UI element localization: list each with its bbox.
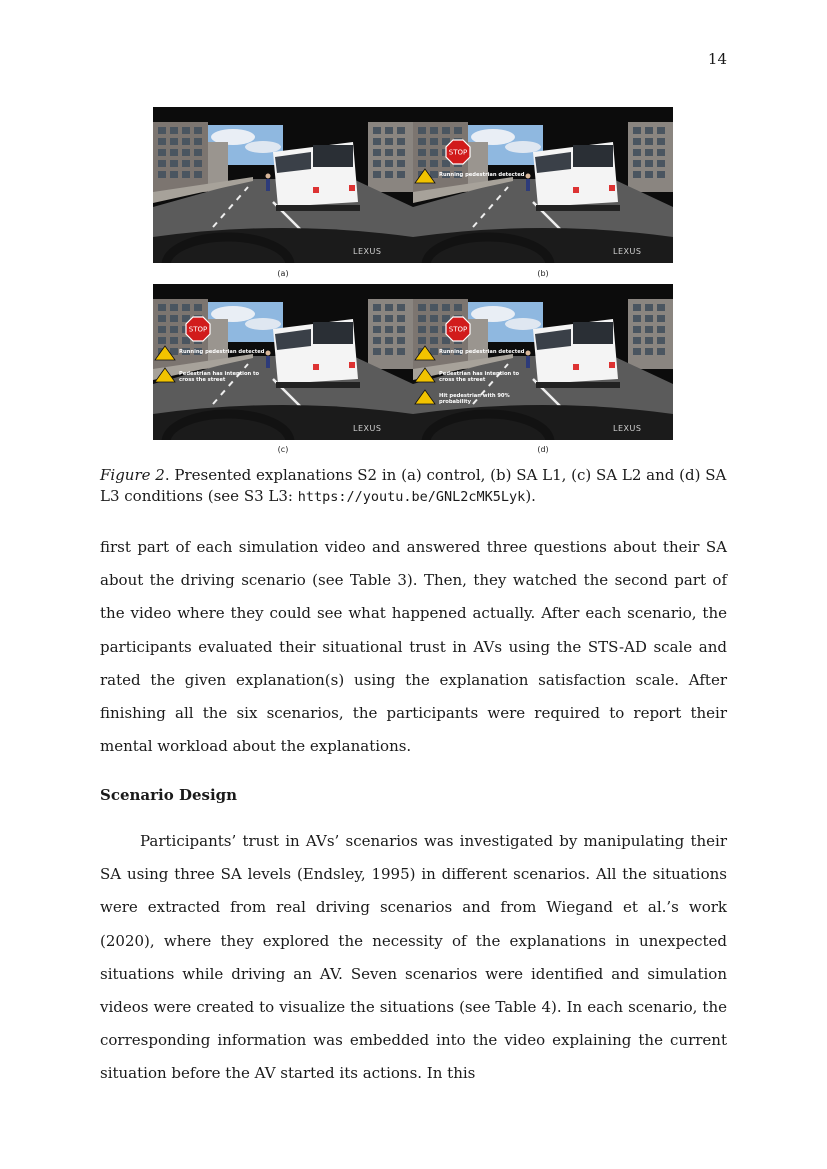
window — [430, 348, 438, 355]
bus-rear-window — [573, 145, 613, 167]
window — [373, 304, 381, 311]
window — [645, 326, 653, 333]
window — [373, 348, 381, 355]
panel-label-d: (d) — [537, 445, 549, 454]
dashboard-brand: LEXUS — [353, 247, 382, 256]
window — [633, 337, 641, 344]
window — [397, 138, 405, 145]
cloud — [245, 318, 281, 330]
window — [430, 304, 438, 311]
panel-label-c: (c) — [277, 445, 289, 454]
window — [373, 171, 381, 178]
window — [182, 127, 190, 134]
window — [194, 138, 202, 145]
explanation-text: cross the street — [439, 377, 486, 383]
window — [657, 337, 665, 344]
window — [385, 304, 393, 311]
window — [194, 149, 202, 156]
window — [397, 127, 405, 134]
stop-sign — [446, 317, 470, 341]
window — [158, 304, 166, 311]
window — [194, 171, 202, 178]
window — [373, 337, 381, 344]
window — [442, 304, 450, 311]
window — [158, 127, 166, 134]
window — [373, 315, 381, 322]
explanation-text: Running pedestrian detected — [439, 349, 525, 355]
window — [657, 149, 665, 156]
explanation-text: cross the street — [179, 377, 226, 383]
cloud — [245, 141, 281, 153]
window — [158, 171, 166, 178]
dashboard-brand: LEXUS — [613, 424, 642, 433]
window — [442, 160, 450, 167]
window — [633, 304, 641, 311]
window — [397, 149, 405, 156]
bus-light — [313, 364, 319, 370]
body-paragraph-1: first part of each simulation video and answered three questions about their SA about the driving scenario (see Table 3). Then, they watched the second part of the video where they could see what happened actually. After each scenario, the participants evaluated their situational trust in AVs using the STS-AD scale and rated the given explanation(s) using the explanation satisfaction scale. After finishing all the six scenarios, the participants were required to report their mental workload about the explanations. — [100, 538, 727, 756]
window — [645, 171, 653, 178]
window — [418, 337, 426, 344]
bus-light — [349, 362, 355, 368]
window — [182, 149, 190, 156]
window — [397, 171, 405, 178]
window — [657, 348, 665, 355]
window — [430, 138, 438, 145]
bus-light — [573, 364, 579, 370]
caption-url[interactable]: https://youtu.be/GNL2cMK5Lyk — [297, 489, 526, 505]
cloud — [505, 141, 541, 153]
window — [442, 127, 450, 134]
stop-sign — [186, 317, 210, 341]
driving-scene-c — [153, 284, 413, 440]
window — [633, 171, 641, 178]
window — [633, 138, 641, 145]
bus-bumper — [276, 382, 360, 388]
window — [418, 138, 426, 145]
window — [397, 326, 405, 333]
window — [373, 127, 381, 134]
stop-sign — [446, 140, 470, 164]
window — [397, 315, 405, 322]
explanation-text: Running pedestrian detected — [439, 172, 525, 178]
window — [454, 304, 462, 311]
window — [385, 138, 393, 145]
window — [397, 304, 405, 311]
window — [170, 326, 178, 333]
window — [182, 171, 190, 178]
figure-panel-d — [413, 284, 673, 440]
window — [170, 149, 178, 156]
pedestrian — [526, 356, 530, 368]
window — [158, 337, 166, 344]
window — [645, 138, 653, 145]
window — [158, 315, 166, 322]
bus-light — [349, 185, 355, 191]
figure-panel-b — [413, 107, 673, 263]
driving-scene-a — [153, 107, 413, 263]
dashboard-brand: LEXUS — [353, 424, 382, 433]
driving-scene-b — [413, 107, 673, 263]
bus-light — [573, 187, 579, 193]
window — [418, 304, 426, 311]
pedestrian-head — [266, 351, 271, 356]
stop-sign-text: STOP — [188, 325, 208, 334]
window — [645, 315, 653, 322]
window — [633, 315, 641, 322]
explanation-text: Pedestrian has intention to — [179, 371, 260, 377]
window — [645, 127, 653, 134]
window — [442, 337, 450, 344]
window — [645, 149, 653, 156]
window — [418, 315, 426, 322]
pedestrian-head — [266, 174, 271, 179]
caption-text: . Presented explanations S2 in (a) control, (b) SA L1, (c) SA L2 and (d) SA L3 conditions (see S3 L3: — [100, 466, 727, 505]
window — [633, 348, 641, 355]
window — [373, 138, 381, 145]
window — [418, 160, 426, 167]
window — [373, 149, 381, 156]
figure-caption — [100, 465, 730, 508]
window — [194, 160, 202, 167]
window — [170, 304, 178, 311]
window — [158, 149, 166, 156]
window — [385, 149, 393, 156]
window — [657, 326, 665, 333]
window — [373, 326, 381, 333]
window — [158, 326, 166, 333]
caption-label: Figure 2 — [100, 466, 165, 484]
window — [385, 348, 393, 355]
bus-rear-window — [573, 322, 613, 344]
window — [170, 138, 178, 145]
page-number: 14 — [707, 50, 727, 68]
window — [158, 160, 166, 167]
window — [633, 149, 641, 156]
explanation-text: Hit pedestrian with 90% — [439, 393, 510, 399]
stop-sign-text: STOP — [448, 325, 468, 334]
window — [657, 138, 665, 145]
window — [633, 160, 641, 167]
window — [182, 304, 190, 311]
window — [430, 127, 438, 134]
window — [385, 315, 393, 322]
explanation-text: Running pedestrian detected — [179, 349, 265, 355]
bus-rear-window — [313, 145, 353, 167]
window — [170, 127, 178, 134]
figure-panel-a — [153, 107, 413, 263]
window — [373, 160, 381, 167]
window — [397, 337, 405, 344]
window — [657, 127, 665, 134]
driving-scene-d — [413, 284, 673, 440]
window — [657, 304, 665, 311]
window — [397, 348, 405, 355]
pedestrian — [526, 179, 530, 191]
panel-label-a: (a) — [277, 269, 289, 278]
window — [385, 171, 393, 178]
window — [158, 138, 166, 145]
caption-end: ). — [525, 487, 536, 505]
pedestrian-head — [526, 174, 531, 179]
explanation-text: probability — [439, 399, 471, 405]
bus-light — [313, 187, 319, 193]
window — [430, 326, 438, 333]
window — [418, 127, 426, 134]
window — [430, 315, 438, 322]
window — [430, 337, 438, 344]
bus-light — [609, 362, 615, 368]
window — [385, 127, 393, 134]
window — [645, 304, 653, 311]
pedestrian — [266, 356, 270, 368]
bus-bumper — [536, 205, 620, 211]
window — [418, 326, 426, 333]
window — [182, 337, 190, 344]
window — [170, 315, 178, 322]
window — [194, 127, 202, 134]
window — [397, 160, 405, 167]
bus-rear-window — [313, 322, 353, 344]
window — [454, 127, 462, 134]
bus-light — [609, 185, 615, 191]
window — [385, 326, 393, 333]
bus-bumper — [276, 205, 360, 211]
figure-panel-c — [153, 284, 413, 440]
body-paragraph-2: Participants’ trust in AVs’ scenarios was investigated by manipulating their SA using three SA levels (Endsley, 1995) in different scenarios. All the situations were extracted from real driving scenarios and from Wiegand et al.’s work (2020), where they explored the necessity of the explanations in unexpected situations while driving an AV. Seven scenarios were identified and simulation videos were created to visualize the situations (see Table 4). In each scenario, the corresponding information was embedded into the video explaining the current situation before the AV started its actions. In this — [100, 832, 727, 1083]
pedestrian-head — [526, 351, 531, 356]
window — [182, 160, 190, 167]
window — [657, 160, 665, 167]
dashboard-brand: LEXUS — [613, 247, 642, 256]
window — [645, 348, 653, 355]
window — [385, 160, 393, 167]
window — [194, 304, 202, 311]
pedestrian — [266, 179, 270, 191]
window — [182, 138, 190, 145]
section-heading: Scenario Design — [100, 786, 238, 804]
bus-bumper — [536, 382, 620, 388]
window — [657, 171, 665, 178]
cloud — [505, 318, 541, 330]
window — [170, 171, 178, 178]
window — [633, 127, 641, 134]
window — [418, 149, 426, 156]
window — [430, 171, 438, 178]
window — [430, 149, 438, 156]
stop-sign-text: STOP — [448, 148, 468, 157]
window — [645, 160, 653, 167]
window — [385, 337, 393, 344]
window — [170, 337, 178, 344]
window — [430, 160, 438, 167]
explanation-text: Pedestrian has intention to — [439, 371, 520, 377]
window — [633, 326, 641, 333]
panel-label-b: (b) — [537, 269, 549, 278]
window — [170, 348, 178, 355]
window — [645, 337, 653, 344]
window — [170, 160, 178, 167]
window — [657, 315, 665, 322]
